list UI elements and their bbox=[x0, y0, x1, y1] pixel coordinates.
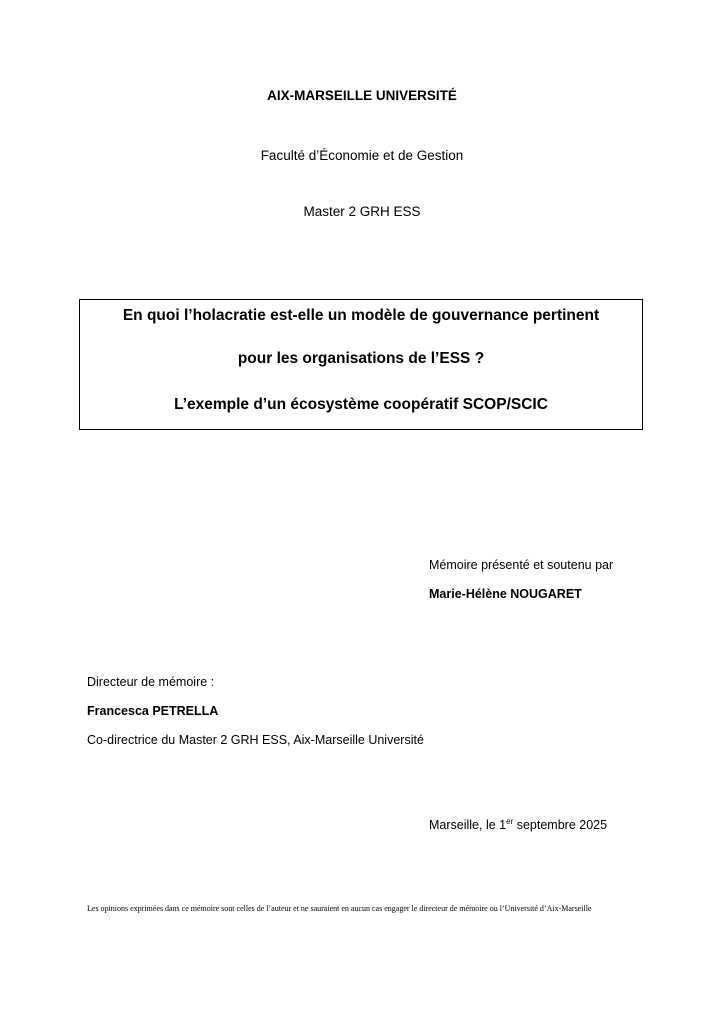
author-name: Marie-Hélène NOUGARET bbox=[429, 587, 582, 601]
place-date-superscript: er bbox=[506, 816, 514, 826]
director-label: Directeur de mémoire : bbox=[87, 675, 215, 689]
faculty-name: Faculté d’Économie et de Gestion bbox=[260, 148, 464, 163]
place-date-prefix: Marseille, le 1 bbox=[429, 818, 507, 832]
place-date bbox=[429, 818, 607, 832]
director-role: Co-directrice du Master 2 GRH ESS, Aix-Marseille Université bbox=[87, 733, 424, 747]
thesis-title-line-1: En quoi l’holacratie est-elle un modèle de gouvernance pertinent bbox=[122, 307, 600, 324]
university-name: AIX-MARSEILLE UNIVERSITÉ bbox=[267, 88, 457, 103]
thesis-subtitle: L’exemple d’un écosystème coopératif SCOP/SCIC bbox=[174, 396, 548, 413]
place-date-suffix: septembre 2025 bbox=[513, 818, 608, 832]
program-name: Master 2 GRH ESS bbox=[303, 204, 421, 219]
thesis-title-line-2: pour les organisations de l’ESS ? bbox=[237, 350, 485, 367]
thesis-title-box bbox=[79, 299, 643, 430]
disclaimer-note: Les opinions exprimées dans ce mémoire sont celles de l’auteur et ne sauraient en aucun cas engager le directeur de mémoire ou l’Université d’Aix-Marseille bbox=[87, 904, 592, 913]
presentation-label: Mémoire présenté et soutenu par bbox=[429, 558, 614, 572]
director-name: Francesca PETRELLA bbox=[87, 704, 219, 718]
